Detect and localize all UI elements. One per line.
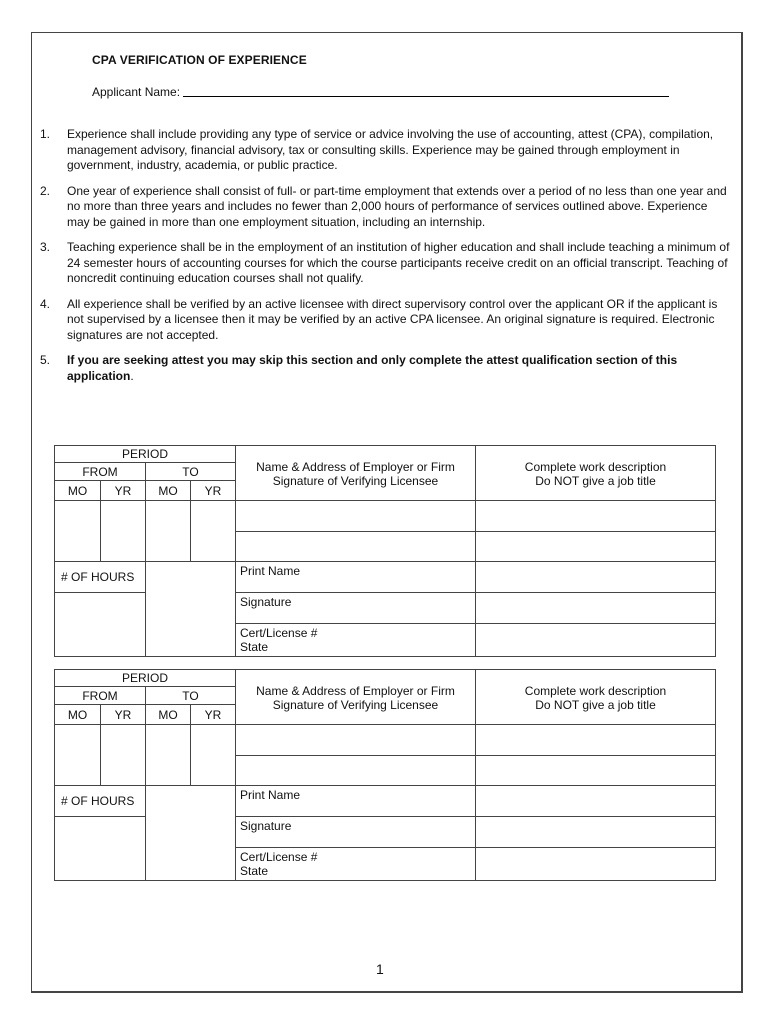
state-label: State (240, 640, 269, 654)
item-number: 2. (40, 183, 51, 198)
signature-label[interactable]: Signature (236, 593, 476, 624)
item-number: 4. (40, 296, 51, 311)
from-year-header: YR (101, 705, 146, 725)
instructions-list (40, 127, 730, 394)
work-header-line2: Do NOT give a job title (535, 474, 656, 488)
from-header: FROM (55, 463, 146, 481)
instruction-item (40, 184, 730, 231)
employer-address-field[interactable] (236, 756, 476, 786)
employer-address-field[interactable] (236, 532, 476, 562)
work-header-line2: Do NOT give a job title (535, 698, 656, 712)
item-text: Teaching experience shall be in the employment of an institution of higher education and shall include teaching a minimum of 24 semester hours of accounting courses for which the course participants receive credit on an official transcript. Teaching of noncredit continuing education courses shall not qualify. (67, 240, 730, 285)
work-description-header (476, 446, 716, 501)
to-year-field[interactable] (191, 725, 236, 786)
work-header-line1: Complete work description (524, 460, 667, 474)
from-year-header: YR (101, 481, 146, 501)
hours-label: # OF HOURS (55, 562, 146, 593)
page-title: CPA VERIFICATION OF EXPERIENCE (92, 53, 307, 67)
signature-desc-field[interactable] (476, 593, 716, 624)
state-label: State (240, 864, 269, 878)
experience-form-2 (54, 669, 716, 881)
to-month-field[interactable] (146, 725, 191, 786)
work-description-field[interactable] (476, 501, 716, 532)
from-month-header: MO (55, 705, 101, 725)
from-month-field[interactable] (55, 501, 101, 562)
signature-desc-field[interactable] (476, 817, 716, 848)
to-month-header: MO (146, 705, 191, 725)
employer-header (236, 670, 476, 725)
print-name-desc-field[interactable] (476, 562, 716, 593)
cert-desc-field[interactable] (476, 848, 716, 881)
instruction-item (40, 353, 730, 384)
hours-field[interactable] (146, 562, 236, 657)
applicant-name-label: Applicant Name: (92, 85, 181, 99)
item-number: 1. (40, 127, 51, 141)
employer-header-line1: Name & Address of Employer or Firm (256, 460, 455, 474)
to-year-header: YR (191, 481, 236, 501)
hours-field[interactable] (146, 786, 236, 881)
work-description-field-2[interactable] (476, 756, 716, 786)
item-number: 3. (40, 240, 51, 254)
hours-entry-field[interactable] (55, 817, 146, 881)
item-text: All experience shall be verified by an active licensee with direct supervisory control over the applicant OR if the applicant is not supervised by a licensee then it may be verified by an active CPA licensee. An original signature is required. Electronic signatures are not accepted. (67, 296, 718, 342)
to-year-field[interactable] (191, 501, 236, 562)
work-description-field[interactable] (476, 725, 716, 756)
from-month-field[interactable] (55, 725, 101, 786)
to-month-field[interactable] (146, 501, 191, 562)
to-month-header: MO (146, 481, 191, 501)
cert-license-cell[interactable] (236, 848, 476, 881)
item-text-tail: . (130, 368, 134, 383)
page-number: 1 (376, 961, 384, 977)
employer-field[interactable] (236, 725, 476, 756)
work-header-line1: Complete work description (524, 684, 667, 698)
cert-license-cell[interactable] (236, 624, 476, 657)
print-name-label[interactable]: Print Name (236, 786, 476, 817)
instruction-item (40, 127, 730, 174)
item-number: 5. (40, 353, 51, 367)
hours-label: # OF HOURS (55, 786, 146, 817)
item-text-bold: If you are seeking attest you may skip this section and only complete the attest qualification section of this application (67, 353, 678, 383)
hours-entry-field[interactable] (55, 593, 146, 657)
cert-desc-field[interactable] (476, 624, 716, 657)
to-year-header: YR (191, 705, 236, 725)
cert-license-label: Cert/License # (240, 626, 318, 640)
instruction-item (40, 297, 730, 344)
experience-form-1 (54, 445, 716, 657)
employer-header (236, 446, 476, 501)
employer-field[interactable] (236, 501, 476, 532)
from-year-field[interactable] (101, 725, 146, 786)
from-year-field[interactable] (101, 501, 146, 562)
period-header: PERIOD (55, 446, 236, 463)
to-header: TO (146, 687, 236, 705)
item-text (67, 353, 730, 384)
work-description-header (476, 670, 716, 725)
cert-license-label: Cert/License # (240, 850, 318, 864)
from-month-header: MO (55, 481, 101, 501)
period-header: PERIOD (55, 670, 236, 687)
from-header: FROM (55, 687, 146, 705)
employer-header-line1: Name & Address of Employer or Firm (256, 684, 455, 698)
work-description-field-2[interactable] (476, 532, 716, 562)
instruction-item (40, 240, 730, 287)
to-header: TO (146, 463, 236, 481)
item-text: One year of experience shall consist of full- or part-time employment that extends over a period of no less than one year and no more than three years and includes no fewer than 2,000 hours of performance of services outlined above. Experience may be gained in more than one employment situation, including an internship. (67, 183, 727, 229)
employer-header-line2: Signature of Verifying Licensee (272, 474, 439, 488)
signature-label[interactable]: Signature (236, 817, 476, 848)
print-name-desc-field[interactable] (476, 786, 716, 817)
item-text: Experience shall include providing any type of service or advice involving the use of accounting, attest (CPA), compilation, management advisory, financial advisory, tax or consulting skills. Experience may be gained through employment in government, industry, academia, or public practice. (67, 127, 714, 172)
applicant-name-field[interactable] (183, 96, 669, 97)
employer-header-line2: Signature of Verifying Licensee (272, 698, 439, 712)
print-name-label[interactable]: Print Name (236, 562, 476, 593)
